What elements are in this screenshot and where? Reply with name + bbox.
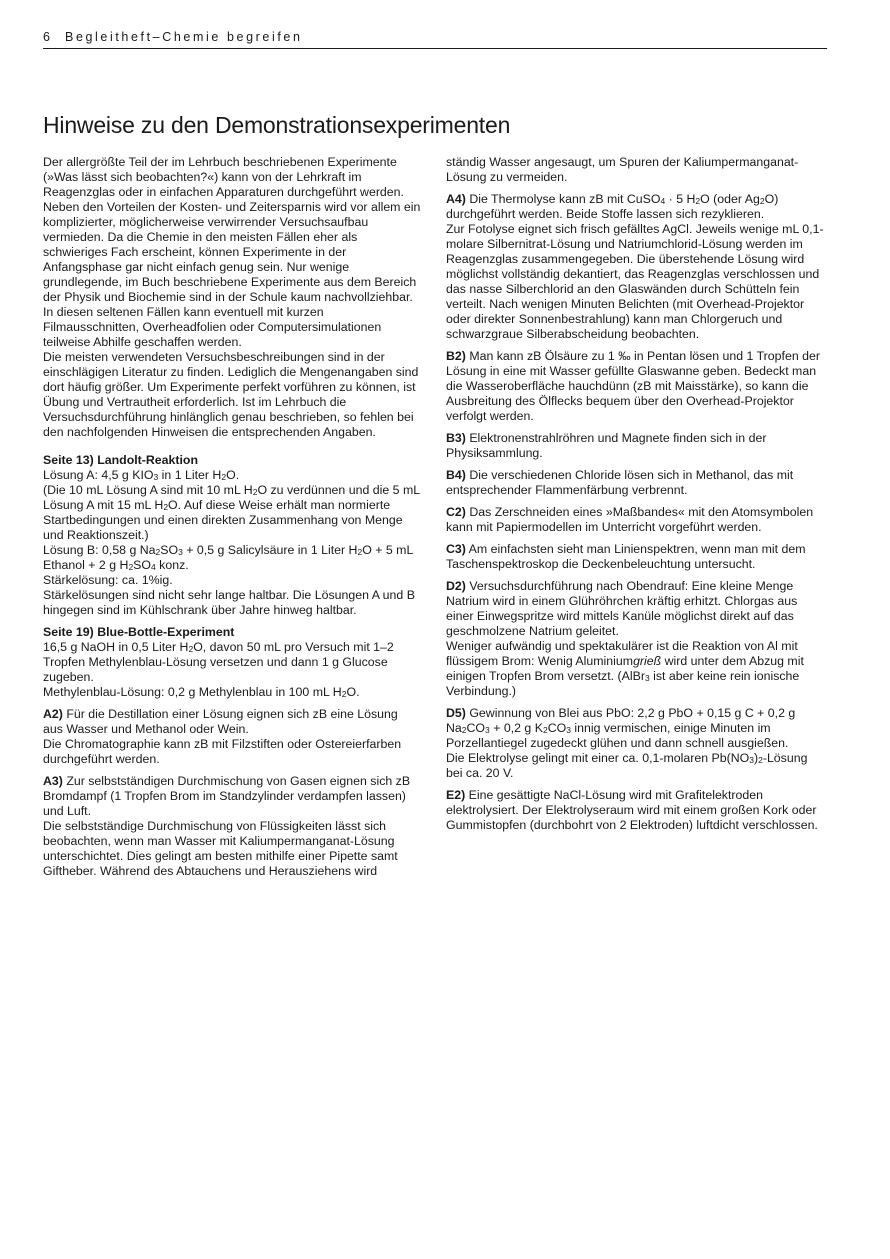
note-tag: C2): [446, 505, 466, 519]
section-title: Seite 19) Blue-Bottle-Experiment: [43, 625, 235, 639]
note-tag: A4): [446, 192, 466, 206]
note-tag: E2): [446, 788, 466, 802]
note-tag: B3): [446, 431, 466, 445]
note-tag: A2): [43, 707, 63, 721]
left-column: [43, 155, 421, 879]
note-tag: D5): [446, 706, 466, 720]
note-c2: C2) Das Zerschneiden eines »Maßbandes« mit den Atomsymbolen kann mit Papiermodellen im Unterricht vorgeführt werden.: [446, 505, 814, 534]
section-seite-13: Seite 13) Landolt-Reaktion Lösung A: 4,5 g KIO3 in 1 Liter H2O. (Die 10 mL Lösung A sind mit 10 mL H2O zu verdünnen und die 5 mL Lösung A mit 15 mL H2O. Auf diese Weise erhält man normierte Startbedingungen und einen direkten Zusammenhang von Menge und Reaktionszeit.) Lösung B: 0,58 g Na2SO3 + 0,5 g Salicylsäure in 1 Liter H2O + 5 mL Ethanol + 2 g H2SO4 konz. Stärkelösung: ca. 1%ig. Stärkelösungen sind nicht sehr lange haltbar. Die Lösungen A und B hingegen sind im Kühlschrank über Jahre hinweg haltbar.: [43, 453, 420, 617]
continued-paragraph: ständig Wasser angesaugt, um Spuren der Kaliumpermanganat-Lösung zu vermeiden.: [446, 155, 799, 184]
note-b3: B3) Elektronenstrahlröhren und Magnete finden sich in der Physiksammlung.: [446, 431, 767, 460]
note-tag: B2): [446, 349, 466, 363]
right-column: [446, 155, 824, 833]
note-a2: A2) Für die Destillation einer Lösung eignen sich zB eine Lösung aus Wasser und Methanol oder Wein. Die Chromatographie kann zB mit Filzstiften oder Ostereierfarben durchgeführt werden.: [43, 707, 402, 766]
note-d5: D5) Gewinnung von Blei aus PbO: 2,2 g PbO + 0,15 g C + 0,2 g Na2CO3 + 0,2 g K2CO3 innig vermischen, einige Minuten im Porzellantiegel zugedeckt glühen und dann schnell ausgießen. Die Elektrolyse gelingt mit einer ca. 0,1-molaren Pb(NO3)2-Lösung bei ca. 20 V.: [446, 706, 808, 780]
page-number: 6: [43, 30, 53, 44]
note-tag: C3): [446, 542, 466, 556]
page-header: [43, 28, 827, 49]
intro-paragraph-2: Die meisten verwendeten Versuchsbeschreibungen sind in der einschlägigen Literatur zu finden. Lediglich die Mengenangaben sind dort häufig größer. Um Experimente perfekt vorführen zu können, ist Übung und Vertrautheit erforderlich. Ist im Lehrbuch die Versuchsdurchführung hinlänglich genau beschrieben, so fehlen bei den nachfolgenden Hinweisen die entsprechenden Angaben.: [43, 350, 419, 439]
note-tag: D2): [446, 579, 466, 593]
note-a3: A3) Zur selbstständigen Durchmischung von Gasen eignen sich zB Bromdampf (1 Tropfen Brom im Standzylinder verdampfen lassen) und Luft. Die selbstständige Durchmischung von Flüssigkeiten lässt sich beobachten, wenn man Wasser mit Kaliumpermanganat-Lösung unterschichtet. Dies gelingt am besten mithilfe einer Pipette samt Giftheber. Während des Abtauchens und Herausziehens wird: [43, 774, 411, 878]
note-tag: B4): [446, 468, 466, 482]
page-title: Hinweise zu den Demonstrationsexperimenten: [43, 112, 511, 138]
note-b2: B2) Man kann zB Ölsäure zu 1 ‰ in Pentan lösen und 1 Tropfen der Lösung in eine mit Wasser gefüllte Glaswanne geben. Bedeckt man die Wasseroberfläche hauchdünn (zB mit Maisstärke), so kann die Ausbreitung des Ölflecks bequem über den Overhead-Projektor verfolgt werden.: [446, 349, 820, 423]
section-title: Seite 13) Landolt-Reaktion: [43, 453, 199, 467]
running-title: Begleitheft–Chemie begreifen: [65, 30, 303, 44]
section-seite-19: Seite 19) Blue-Bottle-Experiment 16,5 g NaOH in 0,5 Liter H2O, davon 50 mL pro Versuch mit 1–2 Tropfen Methylenblau-Lösung versetzen und dann 1 g Glucose zugeben. Methylenblau-Lösung: 0,2 g Methylenblau in 100 mL H2O.: [43, 625, 421, 700]
note-e2: E2) Eine gesättigte NaCl-Lösung wird mit Grafitelektroden elektrolysiert. Der Elektrolyseraum wird mit einem großen Kork oder Gummistopfen (durchbohrt von 2 Elektroden) luftdicht verschlossen.: [446, 788, 818, 832]
note-tag: A3): [43, 774, 63, 788]
intro-paragraph-1: Der allergrößte Teil der im Lehrbuch beschriebenen Experimente (»Was lässt sich beobachten?«) kann von der Lehrkraft im Reagenzglas oder in einfachen Apparaturen durchgeführt werden. Neben den Vorteilen der Kosten- und Zeitersparnis wird vor allem ein komplizierter, möglicherweise verwirrender Versuchsaufbau vermieden. Da die Chemie in den meisten Fällen eher als schwieriges Fach erscheint, können Experimente in der Anfangsphase gar nicht einfach genug sein. Nur wenige grundlegende, im Buch beschriebene Experimente aus dem Bereich der Physik und Biochemie sind in der Schule kaum nachvollziehbar. In diesen seltenen Fällen kann eventuell mit kurzen Filmausschnitten, Overheadfolien oder Computersimulationen teilweise Abhilfe geschaffen werden.: [43, 155, 421, 349]
note-a4: A4) Die Thermolyse kann zB mit CuSO4 · 5 H2O (oder Ag2O) durchgeführt werden. Beide Stoffe lassen sich rezyklieren. Zur Fotolyse eignet sich frisch gefälltes AgCl. Jeweils wenige mL 0,1-molare Silbernitrat-Lösung und Natriumchlorid-Lösung werden im Reagenzglas zusammengegeben. Die überstehende Lösung wird möglichst vollständig dekantiert, das Reagenzglas verschlossen und das nasse Silberchlorid an den Glaswänden durch Schütteln fein verteilt. Nach wenigen Minuten Belichten (mit Overhead-Projektor oder direkter Sonnenbestrahlung) kann man Chlorgeruch und schwarzgraue Silberabscheidung beobachten.: [446, 192, 824, 341]
note-c3: C3) Am einfachsten sieht man Linienspektren, wenn man mit dem Taschenspektroskop die Deckenbeleuchtung untersucht.: [446, 542, 806, 571]
note-b4: B4) Die verschiedenen Chloride lösen sich in Methanol, das mit entsprechender Flammenfärbung verbrennt.: [446, 468, 794, 497]
note-d2: D2) Versuchsdurchführung nach Obendrauf: Eine kleine Menge Natrium wird in einem Glühröhrchen kräftig erhitzt. Chlorgas aus einer Einwegspritze wird mittels Kanüle möglichst direkt auf das geschmolzene Natrium geleitet. Weniger aufwändig und spektakulärer ist die Reaktion von Al mit flüssigem Brom: Wenig Aluminiumgrieß wird unter dem Abzug mit einigen Tropfen Brom versetzt. (AlBr3 ist aber keine rein ionische Verbindung.): [446, 579, 804, 698]
